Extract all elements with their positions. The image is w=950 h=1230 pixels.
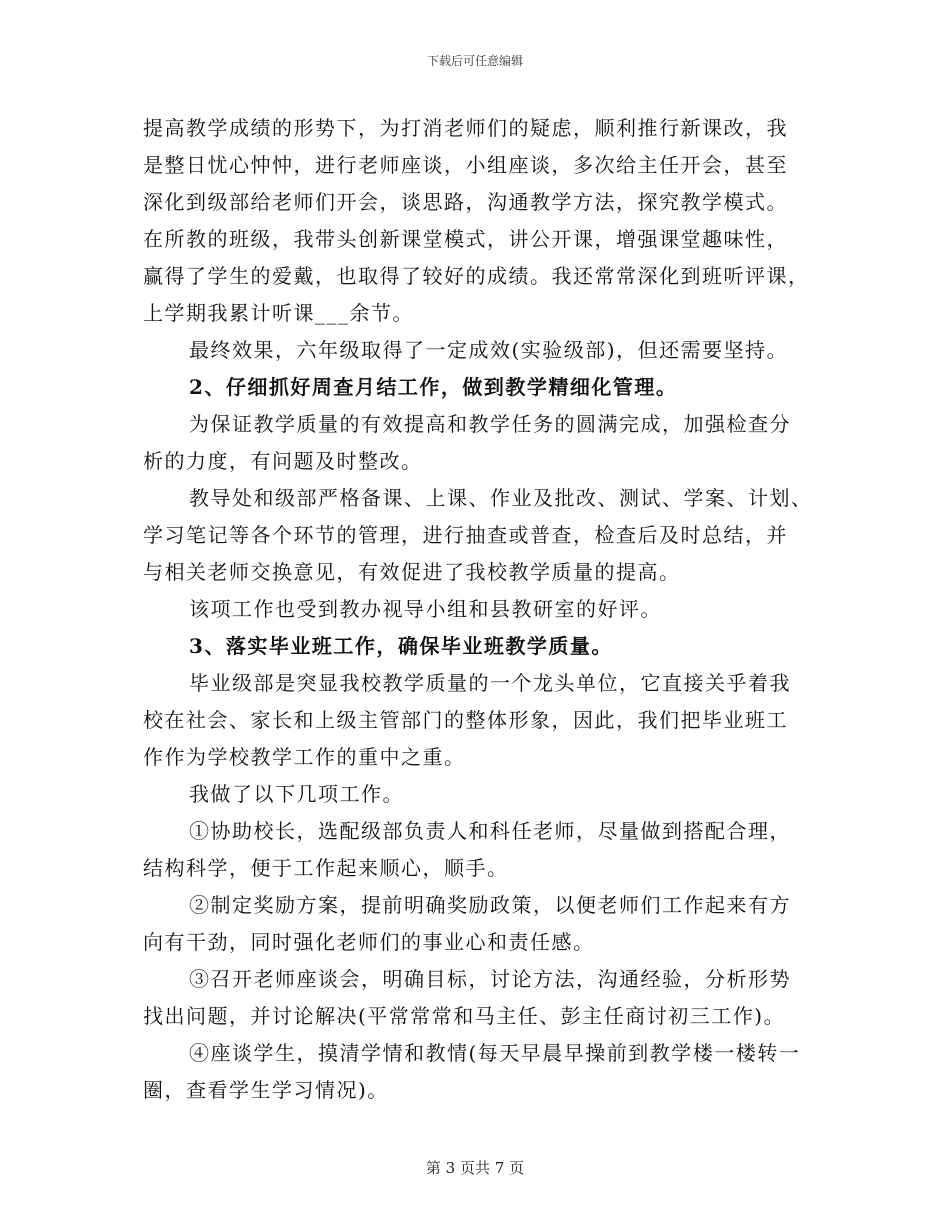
list-item: ①协助校长，选配级部负责人和科任老师，尽量做到搭配合理， [189, 819, 791, 843]
text-line: 找出问题，并讨论解决(平常常常和马主任、彭主任商讨初三工作)。 [143, 1004, 786, 1028]
paragraph-start: 该项工作也受到教办视导小组和县教研室的好评。 [189, 597, 662, 621]
text-line: 提高教学成绩的形势下，为打消老师们的疑虑，顺利推行新课改，我 [143, 116, 788, 140]
list-item: ②制定奖励方案，提前明确奖励政策，以便老师们工作起来有方 [189, 893, 791, 917]
paragraph-start: 教导处和级部严格备课、上课、作业及批改、测试、学案、计划、 [189, 486, 813, 510]
text-line: 与相关老师交换意见，有效促进了我校教学质量的提高。 [143, 560, 681, 584]
text-line: 结构科学，便于工作起来顺心，顺手。 [143, 856, 509, 880]
section-heading: 3、落实毕业班工作，确保毕业班教学质量。 [189, 634, 613, 658]
text-line: 上学期我累计听课___余节。 [143, 301, 414, 325]
text-line: 深化到级部给老师们开会，谈思路，沟通教学方法，探究教学模式。 [143, 190, 788, 214]
text-line: 作作为学校教学工作的重中之重。 [143, 745, 466, 769]
page-header: 下载后可任意编辑 [426, 54, 523, 68]
text-line: 圈，查看学生学习情况)。 [143, 1078, 389, 1102]
list-item: ③召开老师座谈会，明确目标，讨论方法，沟通经验，分析形势 [189, 967, 791, 991]
text-line: 是整日忧心忡忡，进行老师座谈，小组座谈，多次给主任开会，甚至 [143, 153, 788, 177]
text-line: 学习笔记等各个环节的管理，进行抽查或普查，检查后及时总结，并 [143, 523, 788, 547]
text-line: 向有干劲，同时强化老师们的事业心和责任感。 [143, 930, 595, 954]
paragraph-start: 为保证教学质量的有效提高和教学任务的圆满完成，加强检查分 [189, 412, 791, 436]
text-line: 赢得了学生的爱戴，也取得了较好的成绩。我还常常深化到班听评课， [143, 264, 810, 288]
text-line: 在所教的班级，我带头创新课堂模式，讲公开课，增强课堂趣味性， [143, 227, 788, 251]
paragraph-start: 毕业级部是突显我校教学质量的一个龙头单位，它直接关乎着我 [189, 671, 791, 695]
list-item: ④座谈学生，摸清学情和教情(每天早晨早操前到教学楼一楼转一 [189, 1041, 801, 1065]
text-line: 析的力度，有问题及时整改。 [143, 449, 423, 473]
paragraph-start: 最终效果，六年级取得了一定成效(实验级部)，但还需要坚持。 [189, 338, 789, 362]
document-body [143, 110, 813, 1109]
paragraph-start: 我做了以下几项工作。 [189, 782, 404, 806]
section-heading: 2、仔细抓好周查月结工作，做到教学精细化管理。 [189, 375, 678, 399]
page-number: 第 3 页共 7 页 [425, 1159, 525, 1177]
text-line: 校在社会、家长和上级主管部门的整体形象，因此，我们把毕业班工 [143, 708, 788, 732]
